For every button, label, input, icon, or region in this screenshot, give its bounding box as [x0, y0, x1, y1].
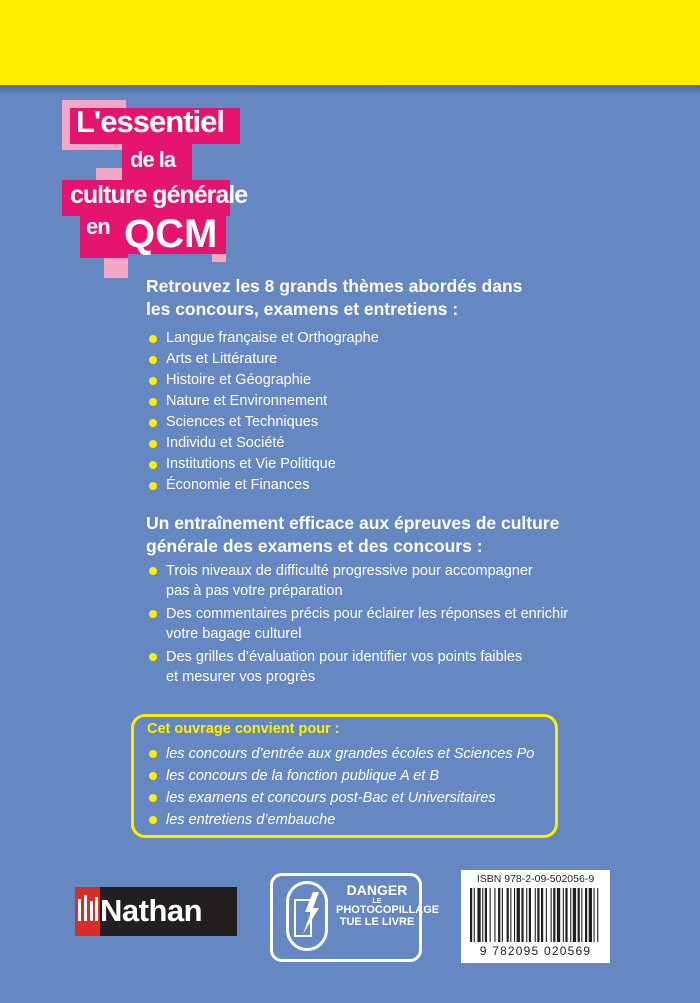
list-item-text: Des commentaires précis pour éclairer les réponses et enrichir — [166, 606, 569, 622]
list-item-text: les examens et concours post-Bac et Universitaires — [166, 790, 496, 806]
list-item-text: Institutions et Vie Politique — [166, 456, 336, 472]
list-item — [146, 561, 568, 601]
list-item — [146, 743, 534, 765]
bullet-icon — [149, 398, 157, 406]
nathan-badge-icon — [75, 887, 100, 936]
danger-line: TUE LE LIVRE — [339, 915, 415, 928]
bullet-icon — [149, 377, 157, 385]
bullet-icon — [149, 750, 157, 758]
logo-line-4a: en — [86, 214, 110, 239]
bullet-icon — [149, 461, 157, 469]
book-lightning-icon — [286, 881, 328, 951]
training-heading — [146, 512, 559, 558]
bullet-icon — [149, 816, 157, 824]
list-item — [146, 391, 379, 412]
list-item-text: Langue française et Orthographe — [166, 330, 379, 346]
list-item-text: Individu et Société — [166, 435, 285, 451]
list-item-text: Histoire et Géographie — [166, 372, 312, 388]
list-item — [146, 370, 379, 391]
danger-line: PHOTOCOPILLAGE — [336, 904, 440, 917]
isbn-text: ISBN 978-2-09-502056-9 — [476, 873, 595, 885]
list-item-text: votre bagage culturel — [166, 626, 302, 642]
list-item-text: Sciences et Techniques — [166, 414, 319, 430]
bullet-icon — [149, 335, 157, 343]
audience-title: Cet ouvrage convient pour : — [147, 721, 340, 737]
bullet-icon — [149, 419, 157, 427]
training-list — [146, 561, 568, 690]
danger-text — [336, 882, 440, 928]
list-item — [146, 604, 568, 644]
book-lightning-glyph — [289, 884, 325, 948]
list-item — [146, 433, 379, 454]
danger-line: LE — [372, 897, 382, 905]
logo-line-3: culture générale — [70, 181, 248, 209]
list-item — [146, 412, 379, 433]
training-heading-line: Un entraînement efficace aux épreuves de culture — [146, 513, 560, 533]
bullet-icon — [149, 567, 157, 575]
list-item — [146, 454, 379, 475]
list-item — [146, 647, 568, 687]
themes-heading — [146, 275, 522, 321]
bullet-icon — [149, 653, 157, 661]
list-item-text: les concours de la fonction publique A et B — [166, 768, 439, 784]
ean-text: 9 782095 020569 — [479, 944, 592, 958]
list-item-text: Économie et Finances — [166, 477, 310, 493]
list-item-text: pas à pas votre préparation — [166, 583, 343, 599]
list-item-text: Nature et Environnement — [166, 393, 328, 409]
bullet-icon — [149, 356, 157, 364]
list-item-text: Trois niveaux de difficulté progressive pour accompagner — [166, 563, 533, 579]
bullet-icon — [149, 440, 157, 448]
list-item-text: les concours d’entrée aux grandes écoles et Sciences Po — [166, 746, 535, 762]
audience-list — [146, 743, 534, 831]
themes-list — [146, 328, 379, 496]
publisher-name: Nathan — [100, 893, 203, 928]
themes-heading-line: les concours, examens et entretiens : — [146, 299, 459, 319]
bullet-icon — [149, 794, 157, 802]
list-item — [146, 475, 379, 496]
list-item-text: les entretiens d’embauche — [166, 812, 336, 828]
logo-line-4b: QCM — [124, 212, 218, 256]
list-item-text: Des grilles d’évaluation pour identifier vos points faibles — [166, 649, 523, 665]
list-item — [146, 765, 534, 787]
list-item-text: Arts et Littérature — [166, 351, 278, 367]
list-item — [146, 809, 534, 831]
list-item — [146, 787, 534, 809]
logo-line-1: L'essentiel — [76, 104, 224, 139]
logo-pixel — [104, 258, 128, 278]
themes-heading-line: Retrouvez les 8 grands thèmes abordés dans — [146, 276, 523, 296]
bullet-icon — [149, 482, 157, 490]
list-item-text: et mesurer vos progrès — [166, 669, 316, 685]
logo-line-2: de la — [130, 147, 176, 172]
danger-line: DANGER — [346, 882, 408, 898]
nathan-badge-glyph — [75, 887, 100, 936]
series-logo — [0, 0, 700, 300]
bullet-icon — [149, 772, 157, 780]
list-item — [146, 349, 379, 370]
training-heading-line: générale des examens et des concours : — [146, 536, 483, 556]
bullet-icon — [149, 610, 157, 618]
publisher-logo — [75, 887, 237, 936]
list-item — [146, 328, 379, 349]
